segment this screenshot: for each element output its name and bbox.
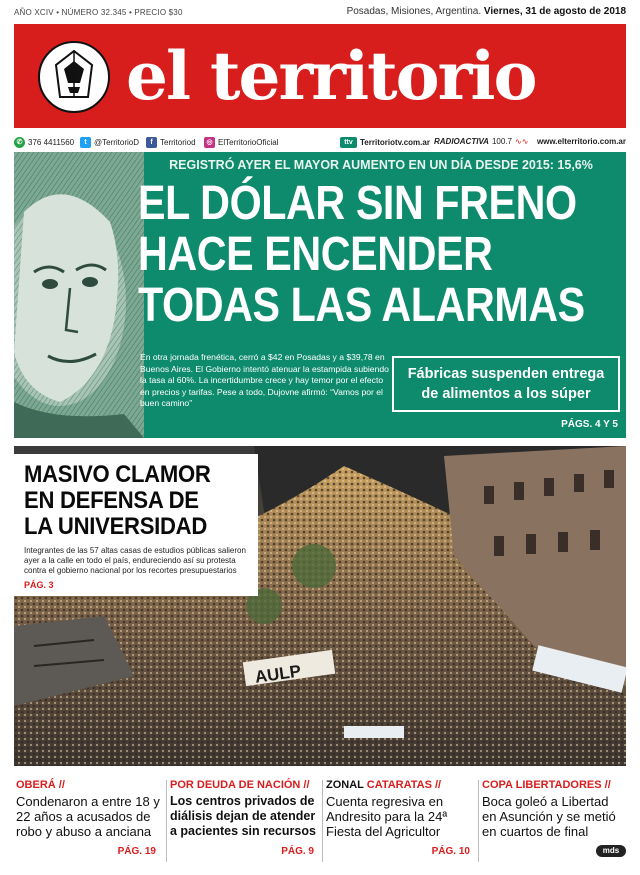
column-divider bbox=[478, 780, 479, 862]
hero-lede: En otra jornada frenética, cerró a $42 en Posadas y a $39,78 en Buenos Aires. El Gobierno intentó atenuar la estampida subiendo la tasa al 60%. La incertidumbre crece y hay temor por el efecto en precios y tarifas. Pese a todo, Dujovne afirmó: “Vamos por el buen camino” bbox=[140, 352, 389, 409]
hero-story[interactable] bbox=[14, 152, 626, 438]
column-cataratas[interactable] bbox=[326, 776, 476, 864]
column-tag: POR DEUDA DE NACIÓN // bbox=[170, 779, 310, 791]
column-text: Los centros privados de diálisis dejan de atender a pacientes sin recursos bbox=[170, 794, 316, 838]
radio-item[interactable] bbox=[434, 137, 528, 146]
column-divider bbox=[166, 780, 167, 862]
radio-name: RADIOACTIVA bbox=[434, 137, 489, 146]
date-text: Viernes, 31 de agosto de 2018 bbox=[483, 6, 626, 17]
column-text: Cuenta regresiva en Andresito para la 24ª Fiesta del Agricultor bbox=[326, 794, 448, 839]
banner-text: AULP bbox=[253, 661, 303, 687]
headline-line-3: TODAS LAS ALARMAS bbox=[138, 279, 585, 332]
instagram-item[interactable] bbox=[204, 137, 278, 148]
column-tag: OBERÁ // bbox=[16, 779, 65, 791]
headline-line-2: HACE ENCENDER bbox=[138, 228, 493, 281]
web-item[interactable] bbox=[537, 137, 626, 146]
facebook-handle: Territoriod bbox=[160, 138, 196, 147]
mds-logo: mds bbox=[596, 845, 626, 857]
column-page-ref: PÁG. 10 bbox=[431, 846, 470, 857]
column-tag: COPA LIBERTADORES // bbox=[482, 779, 611, 791]
column-text: Condenaron a entre 18 y 22 años a acusados de robo y abuso a anciana bbox=[16, 794, 160, 839]
logo-emblem-icon bbox=[38, 41, 110, 113]
story2-body: Integrantes de las 57 altas casas de estudios públicas salieron ayer a la calle en todo el país, endureciendo así su protesta contra el gobierno nacional por los recortes presupuestarios bbox=[24, 546, 246, 575]
story2-title-line-2: EN DEFENSA DE bbox=[24, 487, 199, 514]
hero-page-ref: PÁGS. 4 Y 5 bbox=[561, 419, 618, 430]
place-text: Posadas, Misiones, Argentina. bbox=[346, 6, 482, 17]
story2-title bbox=[24, 462, 232, 540]
story2-title-line-3: LA UNIVERSIDAD bbox=[24, 513, 208, 540]
facebook-icon: f bbox=[146, 137, 157, 148]
column-dialisis[interactable] bbox=[170, 776, 320, 864]
date-line bbox=[347, 6, 626, 17]
column-page-ref: PÁG. 9 bbox=[281, 846, 314, 857]
brand-wordmark: el territorio bbox=[126, 37, 536, 115]
column-text: Boca goleó a Libertad en Asunción y se metió en cuartos de final bbox=[482, 794, 616, 839]
website-url: www.elterritorio.com.ar bbox=[536, 137, 626, 146]
column-tag-black: ZONAL bbox=[326, 779, 364, 791]
hero-sidebox[interactable] bbox=[392, 356, 620, 412]
story2-title-line-1: MASIVO CLAMOR bbox=[24, 461, 211, 488]
phone-item[interactable] bbox=[14, 137, 74, 148]
column-page-ref: PÁG. 19 bbox=[117, 846, 156, 857]
hero-headline[interactable] bbox=[138, 177, 585, 332]
bottom-columns bbox=[14, 776, 626, 866]
whatsapp-icon: ✆ bbox=[14, 137, 25, 148]
tv-site: Territoriotv.com.ar bbox=[360, 138, 430, 147]
facebook-item[interactable] bbox=[146, 137, 196, 148]
masthead[interactable] bbox=[14, 24, 626, 128]
radio-frequency: 100.7 bbox=[491, 137, 512, 146]
sidebox-line-1: Fábricas suspenden entrega bbox=[407, 366, 605, 382]
story2-textbox[interactable] bbox=[14, 454, 258, 596]
meta-line bbox=[14, 6, 626, 20]
issue-info: AÑO XCIV • NÚMERO 32.345 • PRECIO $30 bbox=[14, 8, 183, 17]
hero-kicker: REGISTRÓ AYER EL MAYOR AUMENTO EN UN DÍA DESDE 2015: 15,6% bbox=[169, 158, 593, 172]
tv-item[interactable] bbox=[340, 137, 430, 148]
column-tag-red: CATARATAS // bbox=[366, 779, 442, 791]
twitter-icon: t bbox=[80, 137, 91, 148]
column-tag bbox=[326, 776, 476, 794]
university-story[interactable] bbox=[14, 446, 626, 766]
phone-number: 376 4411560 bbox=[28, 138, 75, 147]
story2-page-ref: PÁG. 3 bbox=[24, 580, 54, 590]
dollar-bill-portrait-icon bbox=[14, 152, 144, 438]
social-bar bbox=[14, 134, 626, 152]
column-obera[interactable] bbox=[16, 776, 162, 864]
radio-wave-icon: ∿∿ bbox=[515, 137, 529, 146]
sidebox-line-2: de alimentos a los súper bbox=[421, 386, 591, 402]
headline-line-1: EL DÓLAR SIN FRENO bbox=[138, 177, 577, 230]
instagram-handle: ElTerritorioOficial bbox=[218, 138, 279, 147]
column-divider bbox=[322, 780, 323, 862]
instagram-icon: ◎ bbox=[204, 137, 215, 148]
twitter-item[interactable] bbox=[80, 137, 139, 148]
tv-badge: ttv bbox=[340, 137, 357, 148]
twitter-handle: @TerritorioD bbox=[94, 138, 140, 147]
